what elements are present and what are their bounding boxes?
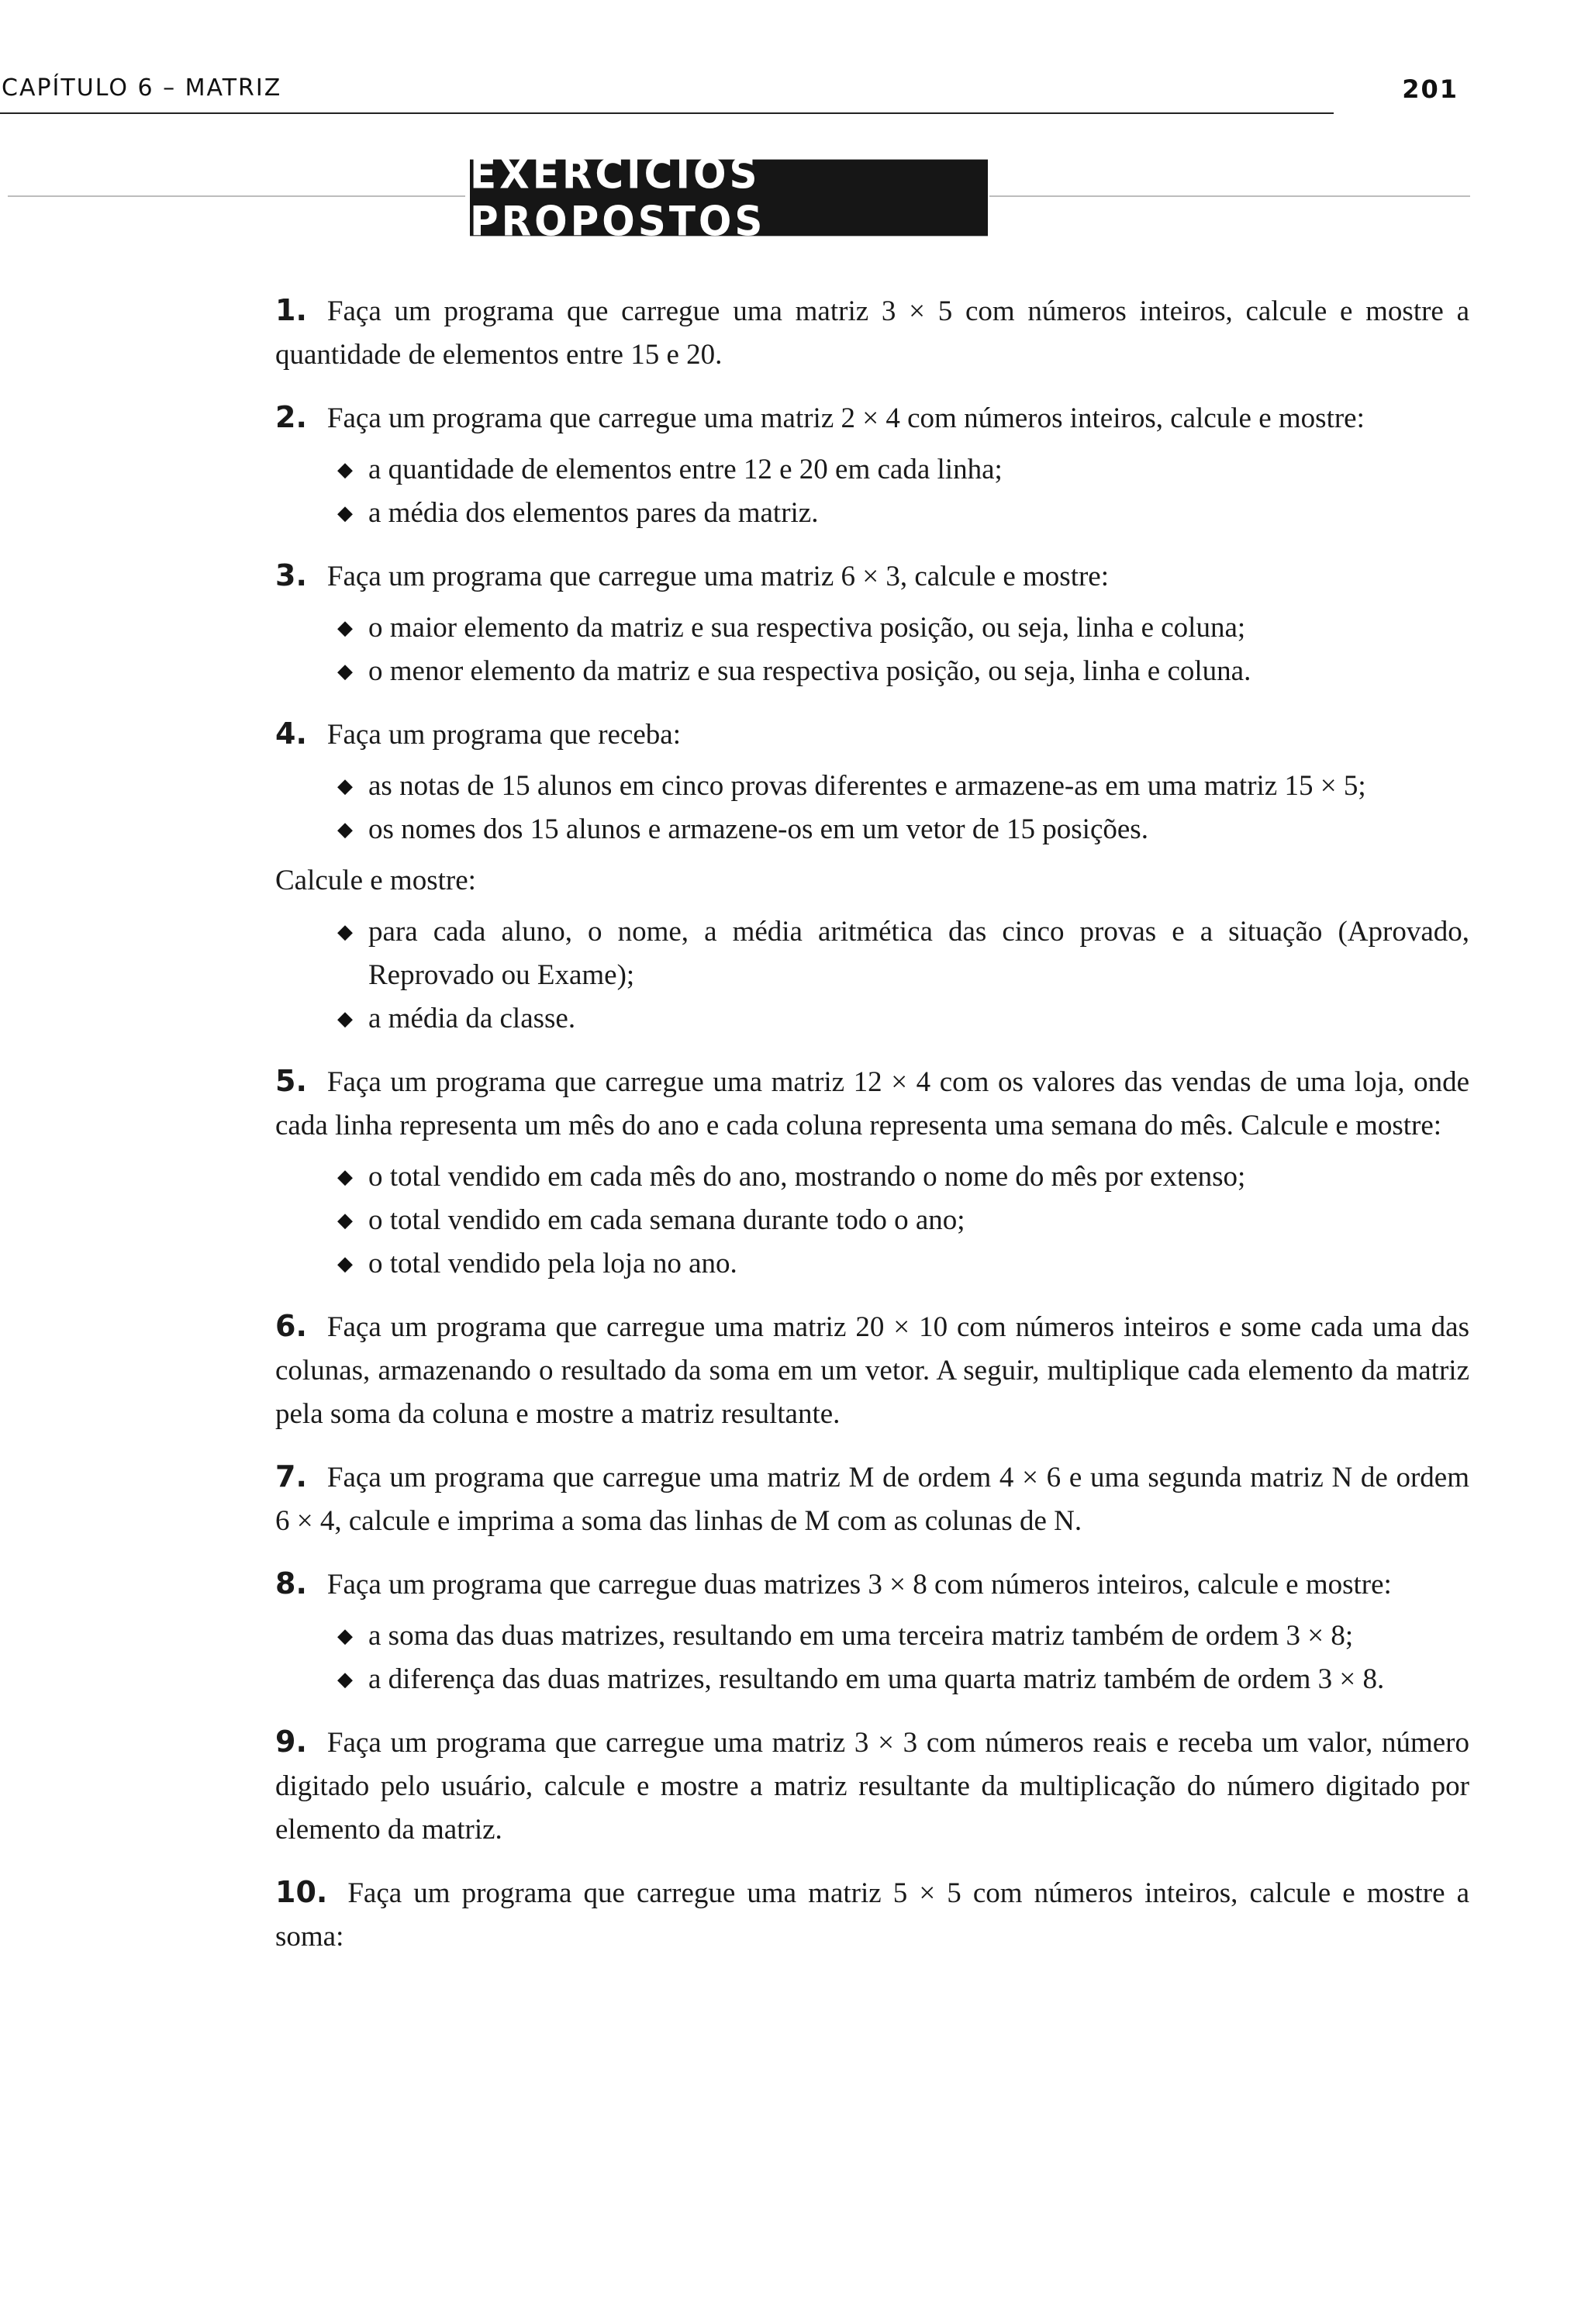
exercise-2	[275, 395, 1469, 535]
chapter-title: CAPÍTULO 6 – MATRIZ	[2, 74, 282, 102]
exercise-text: Faça um programa que carregue uma matriz 12 × 4 com os valores das vendas de uma loja, onde cada linha representa um mês do ano e cada coluna representa uma semana do mês. Calcule e mostre:	[275, 1066, 1469, 1141]
exercise-number: 4.	[275, 717, 307, 751]
exercise-8	[275, 1562, 1469, 1701]
list-item: ◆ o menor elemento da matriz e sua respectiva posição, ou seja, linha e coluna.	[337, 650, 1469, 693]
list-item: ◆ a média da classe.	[337, 997, 1469, 1041]
diamond-bullet-icon: ◆	[337, 818, 353, 841]
bullet-list	[337, 1614, 1469, 1701]
diamond-bullet-icon: ◆	[337, 1252, 353, 1276]
list-item: ◆ as notas de 15 alunos em cinco provas diferentes e armazene-as em uma matriz 15 × 5;	[337, 765, 1469, 808]
exercise-text: Faça um programa que carregue duas matrizes 3 × 8 com números inteiros, calcule e mostre:	[326, 1569, 1392, 1601]
exercise-text: Faça um programa que carregue uma matriz 6 × 3, calcule e mostre:	[326, 561, 1110, 592]
list-item: ◆ a média dos elementos pares da matriz.	[337, 492, 1469, 535]
exercise-5	[275, 1059, 1469, 1286]
exercise-number: 6.	[275, 1309, 307, 1343]
exercise-10	[275, 1870, 1469, 1959]
exercise-number: 9.	[275, 1725, 307, 1759]
bullet-list	[337, 765, 1469, 851]
list-item: ◆ os nomes dos 15 alunos e armazene-os em um vetor de 15 posições.	[337, 808, 1469, 851]
bullet-list	[337, 448, 1469, 535]
list-item: ◆ a quantidade de elementos entre 12 e 20 em cada linha;	[337, 448, 1469, 492]
diamond-bullet-icon: ◆	[337, 616, 353, 640]
exercise-number: 7.	[275, 1459, 307, 1494]
diamond-bullet-icon: ◆	[337, 502, 353, 525]
banner-rule-left	[8, 195, 465, 197]
exercise-text: Faça um programa que carregue uma matriz 3 × 5 com números inteiros, calcule e mostre a quantidade de elementos entre 15 e 20.	[275, 295, 1469, 371]
exercise-text: Faça um programa que receba:	[326, 719, 681, 751]
exercise-9	[275, 1720, 1469, 1852]
bullet-list	[337, 1155, 1469, 1286]
section-banner	[470, 150, 988, 245]
exercise-number: 3.	[275, 558, 307, 592]
list-item: ◆ o total vendido em cada mês do ano, mostrando o nome do mês por extenso;	[337, 1155, 1469, 1199]
diamond-bullet-icon: ◆	[337, 1668, 353, 1691]
exercise-number: 8.	[275, 1566, 307, 1601]
exercise-number: 1.	[275, 293, 307, 327]
exercise-number: 5.	[275, 1064, 307, 1098]
exercise-text: Faça um programa que carregue uma matriz M de ordem 4 × 6 e uma segunda matriz N de ordem 6 × 4, calcule e imprima a soma das linhas de M com as colunas de N.	[275, 1462, 1469, 1537]
exercise-text: Faça um programa que carregue uma matriz 20 × 10 com números inteiros e some cada uma das colunas, armazenando o resultado da soma em um vetor. A seguir, multiplique cada elemento da matriz pela soma da coluna e mostre a matriz resultante.	[275, 1311, 1469, 1430]
exercise-6	[275, 1304, 1469, 1436]
exercise-text: Faça um programa que carregue uma matriz 5 × 5 com números inteiros, calcule e mostre a soma:	[275, 1877, 1469, 1953]
page-number: 201	[1402, 74, 1459, 104]
diamond-bullet-icon: ◆	[337, 775, 353, 798]
list-item: ◆ para cada aluno, o nome, a média aritmética das cinco provas e a situação (Aprovado, Reprovado ou Exame);	[337, 910, 1469, 997]
exercise-7	[275, 1455, 1469, 1543]
diamond-bullet-icon: ◆	[337, 1007, 353, 1031]
list-item: ◆ o total vendido em cada semana durante todo o ano;	[337, 1199, 1469, 1242]
exercise-3	[275, 554, 1469, 693]
exercise-4	[275, 712, 1469, 1041]
banner-rule-right	[989, 195, 1470, 197]
bullet-list	[337, 910, 1469, 1041]
header-rule	[0, 112, 1334, 114]
bullet-list	[337, 606, 1469, 693]
diamond-bullet-icon: ◆	[337, 458, 353, 482]
list-item: ◆ o maior elemento da matriz e sua respectiva posição, ou seja, linha e coluna;	[337, 606, 1469, 650]
exercise-number: 2.	[275, 400, 307, 434]
diamond-bullet-icon: ◆	[337, 1209, 353, 1232]
diamond-bullet-icon: ◆	[337, 920, 353, 944]
diamond-bullet-icon: ◆	[337, 1165, 353, 1189]
exercise-1	[275, 288, 1469, 377]
diamond-bullet-icon: ◆	[337, 660, 353, 683]
exercise-text: Faça um programa que carregue uma matriz 2 × 4 com números inteiros, calcule e mostre:	[326, 402, 1365, 434]
exercise-number: 10.	[275, 1875, 328, 1909]
exercise-list	[275, 288, 1469, 1977]
section-title: EXERCÍCIOS PROPOSTOS	[470, 150, 766, 245]
list-item: ◆ o total vendido pela loja no ano.	[337, 1242, 1469, 1286]
exercise-text: Faça um programa que carregue uma matriz 3 × 3 com números reais e receba um valor, número digitado pelo usuário, calcule e mostre a matriz resultante da multiplicação do número digitado por elemento da matriz.	[275, 1727, 1469, 1846]
exercise-subtext: Calcule e mostre:	[275, 865, 476, 896]
diamond-bullet-icon: ◆	[337, 1625, 353, 1648]
list-item: ◆ a diferença das duas matrizes, resultando em uma quarta matriz também de ordem 3 × 8.	[337, 1658, 1469, 1701]
list-item: ◆ a soma das duas matrizes, resultando em uma terceira matriz também de ordem 3 × 8;	[337, 1614, 1469, 1658]
